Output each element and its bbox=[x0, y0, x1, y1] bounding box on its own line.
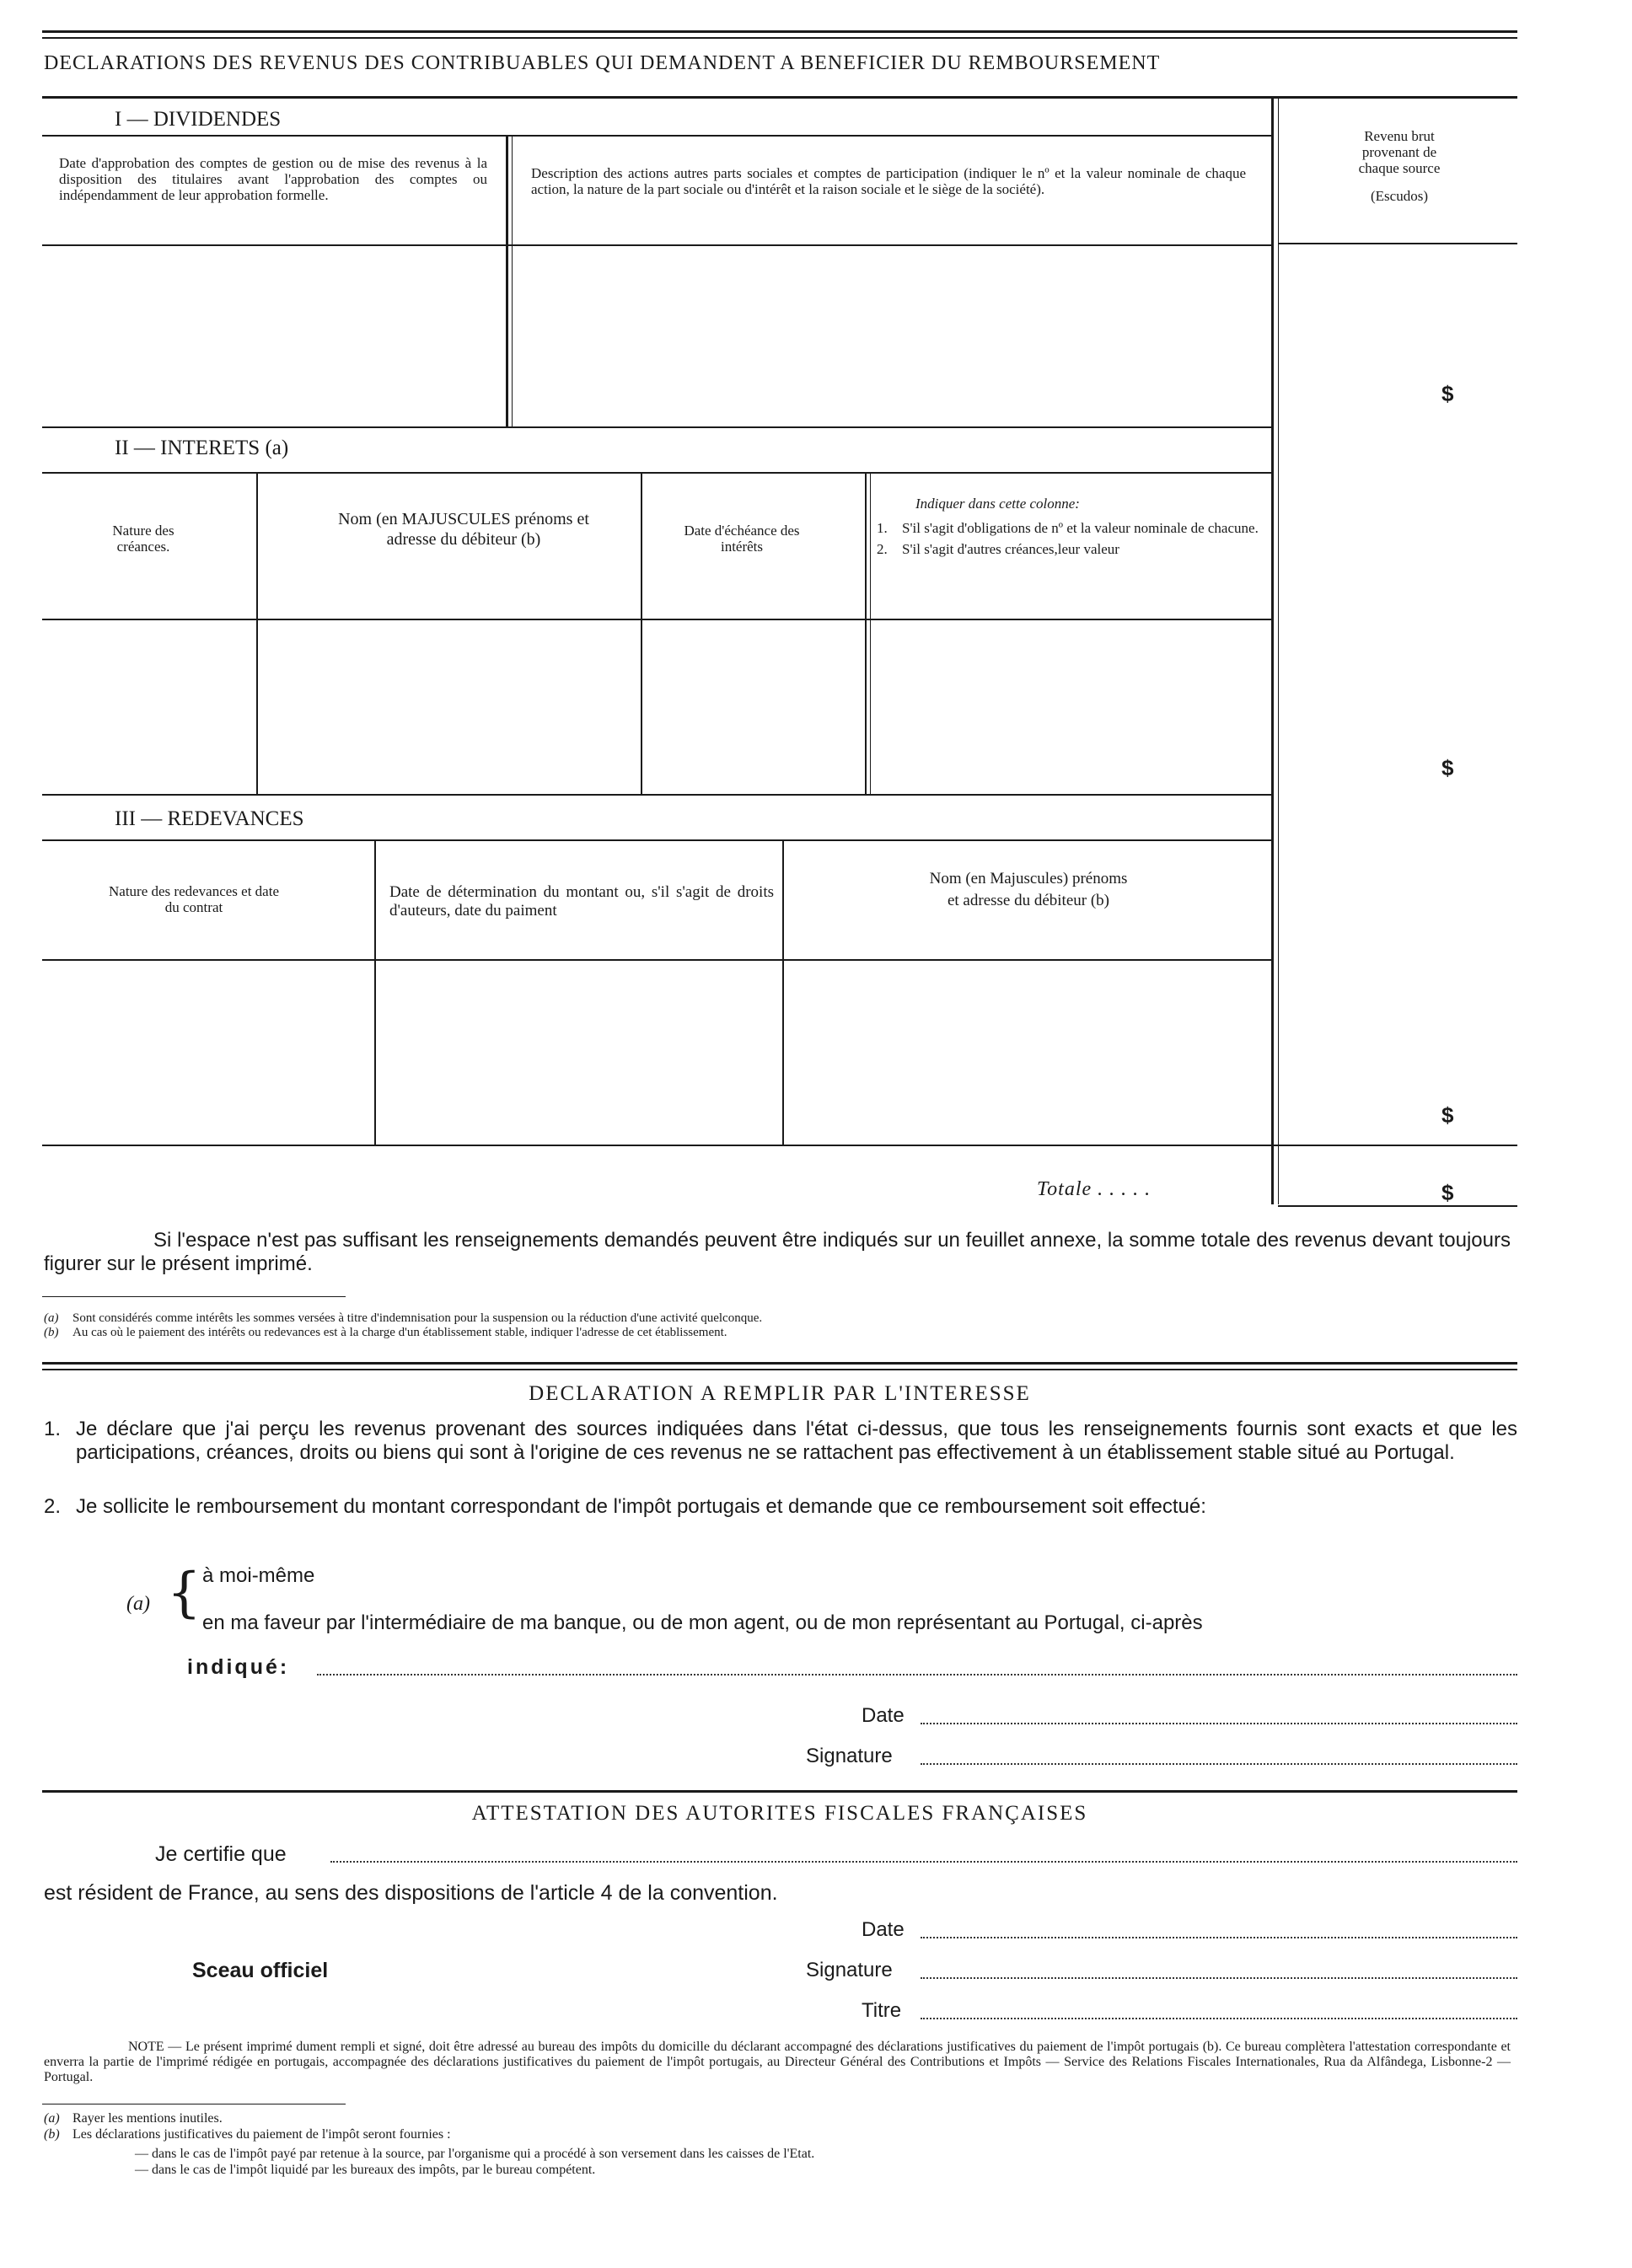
footnote-bottom-b1: — dans le cas de l'impôt payé par retenue à la source, par l'organisme qui a procédé à son versement dans les caisses de l'Etat. bbox=[135, 2147, 815, 2161]
interets-col4-header bbox=[877, 496, 1264, 557]
interets-col1-header: Nature des créances. bbox=[112, 523, 174, 555]
right-col-divider bbox=[1271, 98, 1274, 1204]
attestation-rule bbox=[42, 1790, 1517, 1793]
redevances-title: III — REDEVANCES bbox=[115, 807, 304, 830]
interets-title: II — INTERETS (a) bbox=[115, 437, 289, 459]
attestation-title: ATTESTATION DES AUTORITES FISCALES FRANÇAISES bbox=[471, 1802, 1088, 1825]
interets-col3-header: Date d'échéance des intérêts bbox=[684, 523, 800, 555]
interets-end-rule bbox=[42, 794, 1271, 796]
redevances-header-rule bbox=[42, 959, 1271, 961]
sceau-officiel: Sceau officiel bbox=[192, 1959, 329, 1982]
footnote-bottom-b2: — dans le cas de l'impôt liquidé par les bureaux des impôts, par le bureau compétent. bbox=[135, 2163, 596, 2177]
dividendes-header-rule bbox=[42, 244, 1271, 246]
declaration-signature-field[interactable] bbox=[921, 1763, 1517, 1765]
interets-col4-item1: 1. S'il s'agit d'obligations de nº et la valeur nominale de chacune. bbox=[877, 520, 1259, 536]
option-mark: (a) bbox=[126, 1593, 150, 1615]
titre-field[interactable] bbox=[921, 2018, 1517, 2019]
footnotes-bottom bbox=[44, 2110, 1511, 2178]
indique-field[interactable] bbox=[317, 1674, 1517, 1676]
option-intermediaire: en ma faveur par l'intermédiaire de ma banque, ou de mon agent, ou de mon représentant au Portugal, ci-après bbox=[202, 1611, 1203, 1634]
interets-header-rule bbox=[42, 619, 1271, 620]
attestation-date-field[interactable] bbox=[921, 1937, 1517, 1938]
footnote-bottom-b: (b) Les déclarations justificatives du paiement de l'impôt seront fournies : bbox=[44, 2127, 451, 2142]
certifie-field[interactable] bbox=[330, 1861, 1517, 1863]
interets-col2-header: Nom (en MAJUSCULES prénoms et adresse du débiteur (b) bbox=[338, 510, 589, 549]
totale-rule bbox=[1278, 1205, 1517, 1207]
dividendes-currency: $ bbox=[1441, 381, 1454, 406]
redevances-title-rule bbox=[42, 839, 1271, 841]
top-rule-2 bbox=[42, 37, 1517, 39]
titre-label: Titre bbox=[862, 1999, 902, 2022]
redevances-divider-2 bbox=[782, 841, 784, 1146]
redevances-divider-1 bbox=[374, 841, 376, 1146]
totale-currency: $ bbox=[1441, 1180, 1454, 1205]
space-note: Si l'espace n'est pas suffisant les renseignements demandés peuvent être indiqués sur un feuillet annexe, la somme totale des revenus devant toujours figurer sur le présent imprimé. bbox=[44, 1229, 1511, 1275]
interets-divider-3b bbox=[870, 474, 871, 794]
interets-divider-2 bbox=[641, 474, 642, 794]
footnotes-top bbox=[44, 1311, 1511, 1340]
declaration-title: DECLARATION A REMPLIR PAR L'INTERESSE bbox=[529, 1382, 1031, 1405]
dividendes-title-rule bbox=[42, 135, 1271, 137]
interets-currency: $ bbox=[1441, 755, 1454, 780]
indique-label: indiqué: bbox=[187, 1655, 290, 1679]
redevances-end-rule bbox=[42, 1145, 1517, 1146]
dividendes-end-rule bbox=[42, 426, 1271, 428]
interets-col4-title: Indiquer dans cette colonne: bbox=[915, 496, 1080, 512]
redevances-currency: $ bbox=[1441, 1102, 1454, 1128]
declaration-date-label: Date bbox=[862, 1704, 905, 1727]
redevances-col3-header: Nom (en Majuscules) prénoms et adresse du débiteur (b) bbox=[929, 870, 1128, 909]
title-rule bbox=[42, 96, 1517, 99]
top-rule bbox=[42, 30, 1517, 33]
declaration-date-field[interactable] bbox=[921, 1723, 1517, 1724]
redevances-col2-header: Date de détermination du montant ou, s'il s'agit de droits d'auteurs, date du paiment bbox=[389, 883, 774, 920]
attestation-signature-label: Signature bbox=[806, 1959, 893, 1981]
resident-text: est résident de France, au sens des dispositions de l'article 4 de la convention. bbox=[44, 1881, 778, 1905]
interets-title-rule bbox=[42, 472, 1271, 474]
dividendes-title: I — DIVIDENDES bbox=[115, 108, 282, 131]
form-title: DECLARATIONS DES REVENUS DES CONTRIBUABLES QUI DEMANDENT A BENEFICIER DU REMBOURSEMENT bbox=[44, 52, 1161, 74]
attestation-date-label: Date bbox=[862, 1918, 905, 1941]
redevances-col1-header: Nature des redevances et date du contrat bbox=[109, 883, 279, 915]
footnote-bottom-a: (a) Rayer les mentions inutiles. bbox=[44, 2111, 223, 2126]
interets-divider-1 bbox=[256, 474, 258, 794]
declaration-item1: 1. Je déclare que j'ai perçu les revenus provenant des sources indiquées dans l'état ci-dessus, que tous les renseignements fournis sont exacts et que les participations, créances, droits ou biens qui sont à l'origine de ces revenus ne se rattachent pas effectivement à un établissement stable situé au Portugal. bbox=[44, 1418, 1517, 1464]
attestation-signature-field[interactable] bbox=[921, 1977, 1517, 1979]
totale-label: Totale . . . . . bbox=[1037, 1178, 1152, 1200]
dividendes-col-divider-b bbox=[512, 137, 513, 428]
declaration-rule-1 bbox=[42, 1362, 1517, 1365]
interets-divider-3 bbox=[865, 474, 867, 794]
dividendes-col-divider bbox=[506, 137, 508, 428]
declaration-item2: 2. Je sollicite le remboursement du montant correspondant de l'impôt portugais et demande que ce remboursement soit effectué: bbox=[44, 1495, 1206, 1518]
declaration-signature-label: Signature bbox=[806, 1745, 893, 1767]
footnote-b: (b) Au cas où le paiement des intérêts ou redevances est à la charge d'un établissement stable, indiquer l'adresse de cet établissement. bbox=[44, 1326, 727, 1339]
footnote-a: (a) Sont considérés comme intérêts les sommes versées à titre d'indemnisation pour la suspension ou la réduction d'une activité quelconque. bbox=[44, 1311, 763, 1325]
footnote-rule-top bbox=[42, 1296, 346, 1297]
dividendes-col1-header: Date d'approbation des comptes de gestion ou de mise des revenus à la disposition des titulaires avant l'approbation des comptes ou indépendamment de leur approbation formelle. bbox=[59, 155, 487, 203]
certifie-label: Je certifie que bbox=[155, 1842, 287, 1866]
option-brace: { bbox=[167, 1562, 201, 1624]
option-moi-meme: à moi-même bbox=[202, 1564, 315, 1587]
right-col-header: Revenu brut provenant de chaque source (Escudos) bbox=[1358, 128, 1441, 204]
right-col-divider-2 bbox=[1278, 98, 1279, 1204]
interets-col4-item2: 2. S'il s'agit d'autres créances,leur valeur bbox=[877, 541, 1119, 557]
right-col-header-rule bbox=[1278, 243, 1517, 244]
declaration-rule-2 bbox=[42, 1369, 1517, 1370]
dividendes-col2-header: Description des actions autres parts sociales et comptes de participation (indiquer le nº et la valeur nominale de chaque action, la nature de la part sociale ou d'intérêt et la raison sociale et le siège de la société). bbox=[531, 165, 1246, 197]
note-text: NOTE — Le présent imprimé dument rempli et signé, doit être adressé au bureau des impôts du domicille du déclarant accompagné des déclarations justificatives du paiement de l'impôt portugais (b). Ce bureau complètera l'attestation correspondante et enverra la partie de l'imprimé rédigée en portugais, accompagnée des déclarations justificatives du paiement de l'impôt portugais, au Directeur Général des Contributions et Impôts — Service des Relations Fiscales Internationales, Rua da Alfândega, Lisbonne-2 — Portugal. bbox=[44, 2040, 1511, 2084]
